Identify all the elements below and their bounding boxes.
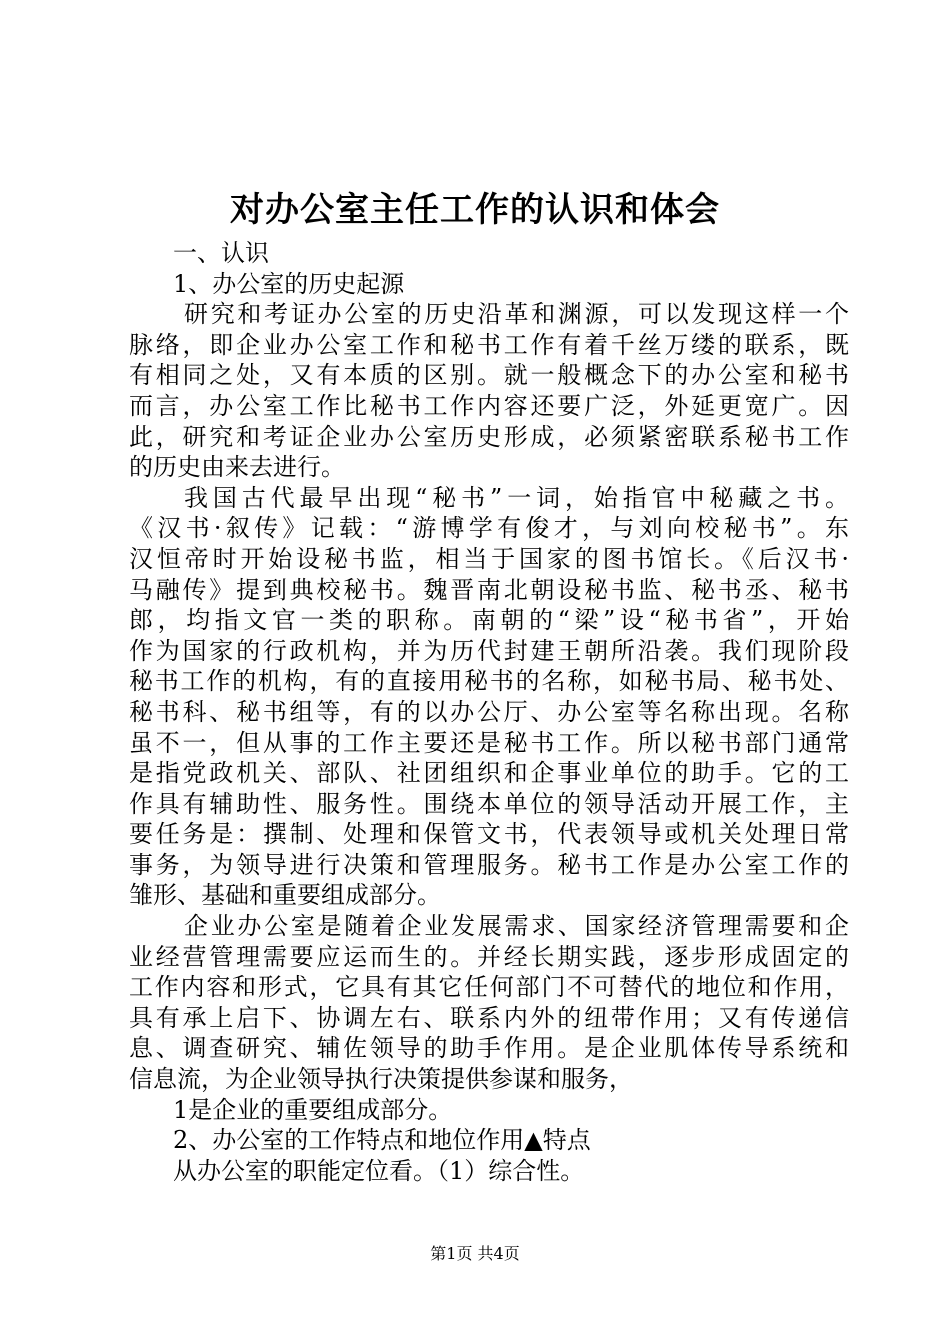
text-line: 我国古代最早出现“秘书”一词，始指官中秘藏之书。 [184, 483, 849, 512]
text-line: 工作内容和形式，它具有其它任何部门不可替代的地位和作用， [129, 973, 849, 1002]
text-line: 汉恒帝时开始设秘书监，相当于国家的图书馆长。《后汉书· [129, 544, 849, 573]
text-line: 郎，均指文官一类的职称。南朝的“梁”设“秘书省”，开始 [129, 606, 849, 635]
text-line: 《汉书·叙传》记载：“游博学有俊才，与刘向校秘书”。东 [129, 514, 849, 543]
text-line: 1是企业的重要组成部分。 [173, 1095, 453, 1124]
text-line: 的历史由来去进行。 [129, 453, 345, 482]
text-line: 秘书工作的机构，有的直接用秘书的名称，如秘书局、秘书处、 [129, 667, 849, 696]
text-line: 一、认识 [173, 239, 269, 267]
text-line: 作具有辅助性、服务性。围绕本单位的领导活动开展工作，主 [129, 789, 849, 818]
text-line: 从办公室的职能定位看。（1）综合性。 [173, 1156, 585, 1185]
text-line: 企业办公室是随着企业发展需求、国家经济管理需要和企 [184, 912, 849, 941]
document-title: 对办公室主任工作的认识和体会 [230, 190, 720, 230]
text-line: 是指党政机关、部队、社团组织和企事业单位的助手。它的工 [129, 759, 849, 788]
text-line: 信息流，为企业领导执行决策提供参谋和服务， [129, 1065, 633, 1094]
text-line: 事务，为领导进行决策和管理服务。秘书工作是办公室工作的 [129, 850, 849, 879]
text-line: 虽不一，但从事的工作主要还是秘书工作。所以秘书部门通常 [129, 728, 849, 757]
text-line: 而言，办公室工作比秘书工作内容还要广泛，外延更宽广。因 [129, 391, 849, 420]
text-line: 业经营管理需要应运而生的。并经长期实践，逐步形成固定的 [129, 942, 849, 971]
text-line: 具有承上启下、协调左右、联系内外的纽带作用；又有传递信 [129, 1003, 849, 1032]
text-line: 雏形、基础和重要组成部分。 [129, 881, 441, 910]
text-line: 秘书科、秘书组等，有的以办公厅、办公室等名称出现。名称 [129, 697, 849, 726]
text-line: 2、办公室的工作特点和地位作用▲特点 [173, 1126, 591, 1155]
text-line: 要任务是：撰制、处理和保管文书，代表领导或机关处理日常 [129, 820, 849, 849]
text-line: 研究和考证办公室的历史沿革和渊源，可以发现这样一个 [184, 300, 849, 329]
text-line: 息、调查研究、辅佐领导的助手作用。是企业肌体传导系统和 [129, 1034, 849, 1063]
text-line: 马融传》提到典校秘书。魏晋南北朝设秘书监、秘书丞、秘书 [129, 575, 849, 604]
text-line: 脉络，即企业办公室工作和秘书工作有着千丝万缕的联系，既 [129, 330, 849, 359]
text-line: 1、办公室的历史起源 [173, 269, 405, 298]
text-line: 有相同之处，又有本质的区别。就一般概念下的办公室和秘书 [129, 361, 849, 390]
text-line: 作为国家的行政机构，并为历代封建王朝所沿袭。我们现阶段 [129, 636, 849, 665]
text-line: 此，研究和考证企业办公室历史形成，必须紧密联系秘书工作 [129, 422, 849, 451]
page-footer: 第1页 共4页 [430, 1244, 520, 1263]
document-body [129, 238, 849, 1186]
